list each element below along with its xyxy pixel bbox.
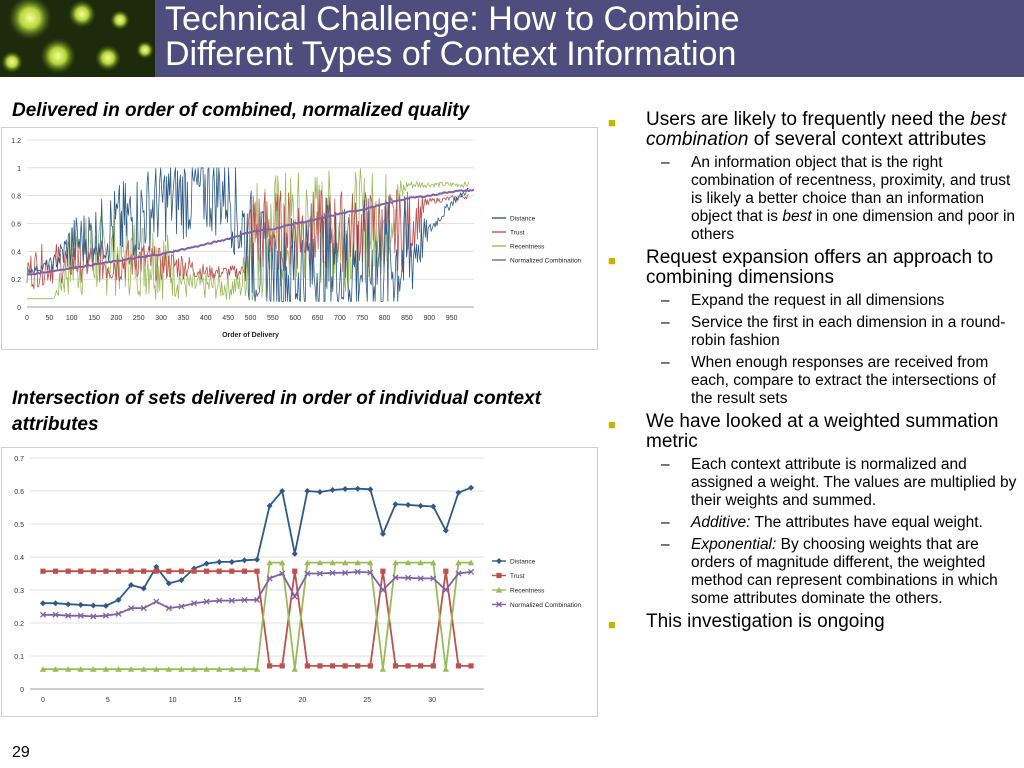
- text-run: Each context attribute is normalized and assigned a weight. The values are multiplied by their weights and summed.: [691, 456, 1017, 509]
- dash-marker-icon: –: [661, 154, 670, 171]
- marker-diamond: [455, 490, 461, 496]
- x-tick-label: 50: [45, 315, 54, 322]
- x-tick-label: 250: [132, 315, 145, 322]
- x-tick-label: 300: [155, 315, 167, 322]
- italic-text: Additive:: [691, 514, 751, 531]
- chart-1-caption: Delivered in order of combined, normalized quality: [12, 100, 470, 121]
- marker-diamond: [330, 487, 336, 493]
- text-run: An information object that is the right combination of recentness, proximity, and trust is likely a better choice than an information object that is: [691, 154, 1011, 225]
- marker-diamond: [241, 557, 247, 563]
- marker-diamond: [254, 557, 260, 563]
- header-decoration-image: [0, 0, 155, 77]
- bullet-item: [606, 110, 1018, 150]
- sub-bullet-item: [606, 154, 1018, 244]
- marker-square: [154, 569, 159, 574]
- marker-square: [355, 663, 360, 668]
- sub-bullet-item: [606, 354, 1018, 408]
- dash-marker-icon: –: [661, 536, 670, 553]
- text-run: of several context attributes: [748, 129, 987, 150]
- marker-diamond: [216, 559, 222, 565]
- dash-marker-icon: –: [661, 514, 670, 531]
- marker-square: [191, 569, 196, 574]
- marker-square: [330, 663, 335, 668]
- marker-diamond: [292, 551, 298, 557]
- bullet-item: [606, 412, 1018, 452]
- marker-square: [242, 569, 247, 574]
- marker-diamond: [392, 501, 398, 507]
- marker-diamond: [405, 502, 411, 508]
- marker-diamond: [78, 602, 84, 608]
- marker-square: [280, 663, 285, 668]
- x-tick-label: 25: [363, 697, 372, 704]
- dash-marker-icon: –: [661, 314, 670, 331]
- y-tick-label: 0.2: [14, 621, 24, 628]
- marker-square: [66, 569, 71, 574]
- x-tick-label: 100: [65, 315, 78, 322]
- marker-diamond: [468, 485, 474, 491]
- legend-label: Recentness: [510, 587, 545, 595]
- marker-diamond: [204, 561, 210, 567]
- chart-intersection-sets: [1, 447, 598, 717]
- marker-diamond: [380, 531, 386, 537]
- text-run: By choosing weights that are orders of magnitude different, the weighted method can represent combinations in which some attributes dominate the others.: [691, 536, 998, 607]
- marker-square: [456, 663, 461, 668]
- sub-bullet-item: [606, 314, 1018, 350]
- dash-marker-icon: –: [661, 456, 670, 473]
- y-tick-label: 0.7: [14, 456, 24, 463]
- y-tick-label: 0.1: [14, 654, 24, 661]
- x-tick-label: 20: [298, 697, 307, 704]
- sub-bullet-item: [606, 292, 1018, 310]
- marker-diamond: [418, 503, 424, 509]
- page-number: 29: [12, 744, 30, 761]
- x-tick-label: 5: [105, 697, 110, 704]
- x-tick-label: 850: [401, 315, 413, 322]
- marker-square: [380, 569, 385, 574]
- x-tick-label: 10: [168, 697, 177, 704]
- text-run: in one dimension and poor in others: [691, 208, 1016, 243]
- y-tick-label: 0.8: [11, 193, 21, 201]
- marker-square: [468, 663, 473, 668]
- marker-diamond: [367, 486, 373, 492]
- x-tick-label: 150: [88, 315, 100, 322]
- marker-square: [40, 569, 45, 574]
- marker-square: [305, 663, 310, 668]
- marker-triangle: [443, 666, 449, 672]
- bullet-item: [606, 248, 1018, 288]
- x-tick-label: 750: [356, 315, 369, 322]
- series-line-distance: [27, 168, 469, 302]
- bullet-marker-icon: ■: [608, 617, 616, 632]
- x-tick-label: 350: [177, 315, 190, 322]
- marker-square: [292, 569, 297, 574]
- marker-triangle: [292, 666, 298, 672]
- sub-bullet-item: [606, 514, 1018, 532]
- x-tick-label: 0: [25, 315, 29, 322]
- italic-text: Exponential:: [691, 536, 777, 553]
- slide-title-line-2: Different Types of Context Information: [165, 35, 737, 73]
- marker-triangle: [380, 666, 386, 672]
- chart-2-svg: [2, 448, 597, 716]
- marker-square: [405, 663, 410, 668]
- x-tick-label: 200: [110, 315, 123, 322]
- bullet-list: [606, 110, 1018, 636]
- x-tick-label: 650: [311, 315, 324, 322]
- text-run: Service the first in each dimension in a round-robin fashion: [691, 314, 1006, 349]
- marker-diamond: [103, 603, 109, 609]
- marker-diamond: [65, 601, 71, 607]
- y-tick-label: 0: [20, 687, 24, 694]
- legend-label: Normalized Combination: [510, 257, 582, 265]
- marker-square: [393, 663, 398, 668]
- title-bar: [0, 0, 1024, 77]
- marker-square: [141, 569, 146, 574]
- marker-diamond: [90, 603, 96, 609]
- marker-diamond: [53, 600, 59, 606]
- bullet-item: [606, 612, 1018, 632]
- marker-square: [229, 569, 234, 574]
- italic-text: best: [782, 208, 812, 225]
- bullet-marker-icon: ■: [608, 417, 616, 432]
- x-tick-label: 600: [289, 315, 302, 322]
- y-tick-label: 0.4: [11, 249, 21, 257]
- legend-label: Trust: [510, 229, 525, 237]
- marker-square: [496, 573, 501, 578]
- marker-square: [91, 569, 96, 574]
- chart-delivery-order: [1, 127, 598, 350]
- marker-square: [317, 663, 322, 668]
- marker-square: [166, 569, 171, 574]
- legend-label: Normalized Combination: [510, 602, 582, 609]
- x-tick-label: 0: [41, 697, 45, 704]
- y-tick-label: 1.2: [11, 138, 21, 145]
- chart-1-svg: [2, 128, 597, 349]
- bullet-marker-icon: ■: [608, 115, 616, 130]
- y-tick-label: 0.5: [14, 522, 24, 529]
- marker-square: [254, 569, 259, 574]
- y-tick-label: 0.2: [11, 277, 21, 285]
- marker-square: [368, 663, 373, 668]
- marker-square: [53, 569, 58, 574]
- legend-label: Recentness: [510, 243, 545, 251]
- marker-diamond: [229, 559, 235, 565]
- text-run: Users are likely to frequently need the: [646, 109, 971, 130]
- marker-square: [217, 569, 222, 574]
- text-run: We have looked at a weighted summation metric: [646, 411, 999, 452]
- y-tick-label: 0.4: [14, 555, 24, 562]
- chart-2-caption: Intersection of sets delivered in order of individual context attributes: [12, 388, 541, 435]
- series-line-trust: [43, 571, 471, 666]
- marker-square: [343, 663, 348, 668]
- slide-title: [165, 2, 740, 72]
- text-run: Request expansion offers an approach to combining dimensions: [646, 247, 994, 288]
- y-tick-label: 0.3: [14, 588, 24, 595]
- text-run: When enough responses are received from each, compare to extract the intersections of the result sets: [691, 354, 996, 407]
- text-run: This investigation is ongoing: [646, 611, 885, 632]
- marker-diamond: [40, 600, 46, 606]
- text-run: Expand the request in all dimensions: [691, 292, 945, 309]
- x-tick-label: 500: [244, 315, 257, 322]
- marker-square: [418, 663, 423, 668]
- marker-square: [179, 569, 184, 574]
- marker-square: [78, 569, 83, 574]
- legend-label: Trust: [510, 573, 525, 580]
- dash-marker-icon: –: [661, 292, 670, 309]
- x-tick-label: 30: [428, 697, 437, 704]
- x-tick-label: 400: [199, 315, 212, 322]
- marker-square: [431, 663, 436, 668]
- marker-diamond: [304, 488, 310, 494]
- x-tick-label: 15: [233, 697, 242, 704]
- y-tick-label: 0.6: [11, 221, 21, 229]
- x-tick-label: 700: [334, 315, 346, 322]
- dash-marker-icon: –: [661, 354, 670, 371]
- x-axis-title: Order of Delivery: [222, 332, 279, 339]
- marker-square: [443, 569, 448, 574]
- italic-text: best combination: [646, 109, 1007, 150]
- marker-square: [129, 569, 134, 574]
- x-tick-label: 450: [222, 315, 234, 322]
- y-tick-label: 0: [17, 305, 21, 312]
- text-run: The attributes have equal weight.: [750, 514, 983, 531]
- x-tick-label: 900: [423, 315, 436, 322]
- legend-label: Distance: [510, 558, 536, 566]
- marker-diamond: [317, 489, 323, 495]
- x-tick-label: 950: [445, 315, 458, 322]
- marker-square: [116, 569, 121, 574]
- legend-label: Distance: [510, 215, 536, 223]
- sub-bullet-item: [606, 536, 1018, 608]
- bullet-marker-icon: ■: [608, 253, 616, 268]
- marker-square: [204, 569, 209, 574]
- marker-square: [103, 569, 108, 574]
- marker-diamond: [496, 558, 502, 564]
- marker-square: [267, 663, 272, 668]
- x-tick-label: 550: [267, 315, 279, 322]
- y-tick-label: 1: [17, 165, 21, 173]
- y-tick-label: 0.6: [14, 489, 24, 496]
- sub-bullet-item: [606, 456, 1018, 510]
- slide-title-line-1: Technical Challenge: How to Combine: [165, 0, 740, 38]
- x-tick-label: 800: [378, 315, 391, 322]
